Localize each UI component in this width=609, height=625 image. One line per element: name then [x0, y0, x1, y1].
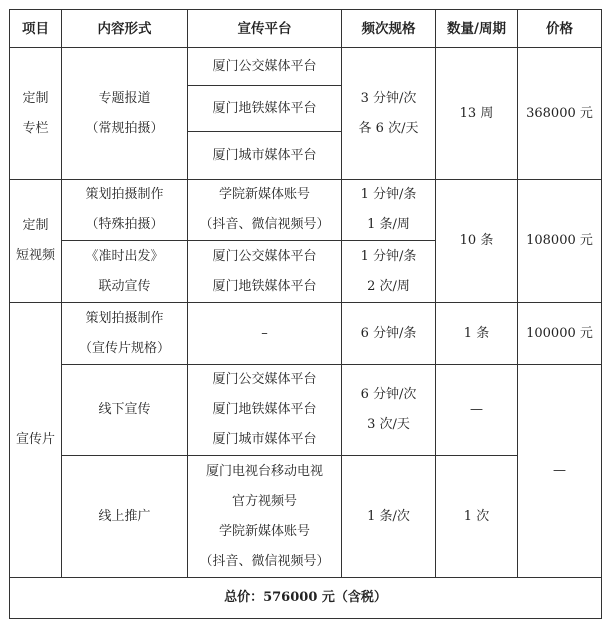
quantity-cell: 10 条 [436, 180, 518, 303]
project-short-video [10, 180, 62, 303]
platform-cell [188, 180, 342, 241]
quantity-cell: — [436, 365, 518, 456]
pricing-table [9, 9, 602, 619]
header-platform: 宣传平台 [188, 10, 342, 48]
header-content: 内容形式 [62, 10, 188, 48]
project-custom-column [10, 48, 62, 180]
table-row [10, 303, 602, 365]
frequency-line: 3 次/天 [367, 417, 410, 432]
frequency-line: 3 分钟/次 [360, 90, 417, 106]
table-header-row [10, 10, 602, 48]
project-promo-film: 宣传片 [10, 303, 62, 578]
content-line: 《准时出发》 [85, 248, 164, 264]
header-price: 价格 [518, 10, 602, 48]
frequency-cell: 1 条/次 [342, 456, 436, 578]
content-cell [62, 180, 188, 241]
content-line: 策划拍摄制作 [85, 187, 164, 202]
frequency-cell [342, 241, 436, 303]
platform-line: 厦门电视台移动电视 [205, 463, 323, 479]
content-line: （常规拍摄） [85, 120, 164, 136]
content-cell: 线下宣传 [62, 365, 188, 456]
platform-line: 厦门地铁媒体平台 [212, 278, 317, 294]
frequency-cell: 6 分钟/条 [342, 303, 436, 365]
price-cell: 100000 元 [518, 303, 602, 365]
price-cell: — [518, 365, 602, 578]
project-line: 短视频 [15, 248, 55, 263]
price-cell: 108000 元 [518, 180, 602, 303]
platform-cell: 厦门公交媒体平台 [188, 48, 342, 86]
project-line: 定制 [22, 218, 49, 233]
quantity-cell: 1 次 [436, 456, 518, 578]
content-line: （宣传片规格） [78, 340, 170, 356]
platform-cell [188, 456, 342, 578]
frequency-line: 6 分钟/次 [360, 387, 417, 402]
frequency-cell [342, 180, 436, 241]
content-cell [62, 241, 188, 303]
platform-line: 官方视频号 [231, 493, 297, 509]
platform-line: 学院新媒体账号 [218, 523, 310, 539]
platform-cell [188, 241, 342, 303]
table-row [10, 48, 602, 86]
platform-line: 厦门地铁媒体平台 [212, 402, 317, 417]
platform-line: （抖音、微信视频号） [199, 553, 330, 569]
content-line: （特殊拍摄） [85, 217, 164, 232]
frequency-line: 2 次/周 [367, 278, 410, 294]
table-row [10, 456, 602, 578]
platform-line: 学院新媒体账号 [218, 187, 310, 202]
content-cell [62, 303, 188, 365]
table-row [10, 180, 602, 241]
platform-cell [188, 365, 342, 456]
project-line: 专栏 [22, 120, 49, 136]
platform-line: 厦门公交媒体平台 [212, 372, 317, 387]
frequency-line: 1 分钟/条 [360, 248, 417, 264]
header-frequency: 频次规格 [342, 10, 436, 48]
total-row [10, 578, 602, 619]
platform-cell: – [188, 303, 342, 365]
platform-line: 厦门城市媒体平台 [212, 432, 317, 447]
quantity-cell: 1 条 [436, 303, 518, 365]
quantity-cell: 13 周 [436, 48, 518, 180]
header-project: 项目 [10, 10, 62, 48]
frequency-line: 各 6 次/天 [358, 120, 419, 136]
platform-cell: 厦门地铁媒体平台 [188, 86, 342, 132]
project-line: 定制 [22, 90, 49, 106]
frequency-line: 1 分钟/条 [360, 187, 417, 202]
platform-line: （抖音、微信视频号） [199, 217, 330, 232]
content-line: 策划拍摄制作 [85, 310, 164, 326]
frequency-line: 1 条/周 [367, 217, 410, 232]
content-cell: 线上推广 [62, 456, 188, 578]
header-quantity: 数量/周期 [436, 10, 518, 48]
content-line: 联动宣传 [98, 278, 151, 294]
total-price: 总价：576000 元（含税） [10, 578, 602, 619]
table-row [10, 365, 602, 456]
frequency-cell [342, 365, 436, 456]
price-cell: 368000 元 [518, 48, 602, 180]
content-line: 专题报道 [98, 90, 151, 106]
content-cell [62, 48, 188, 180]
platform-cell: 厦门城市媒体平台 [188, 132, 342, 180]
platform-line: 厦门公交媒体平台 [212, 248, 317, 264]
frequency-cell [342, 48, 436, 180]
